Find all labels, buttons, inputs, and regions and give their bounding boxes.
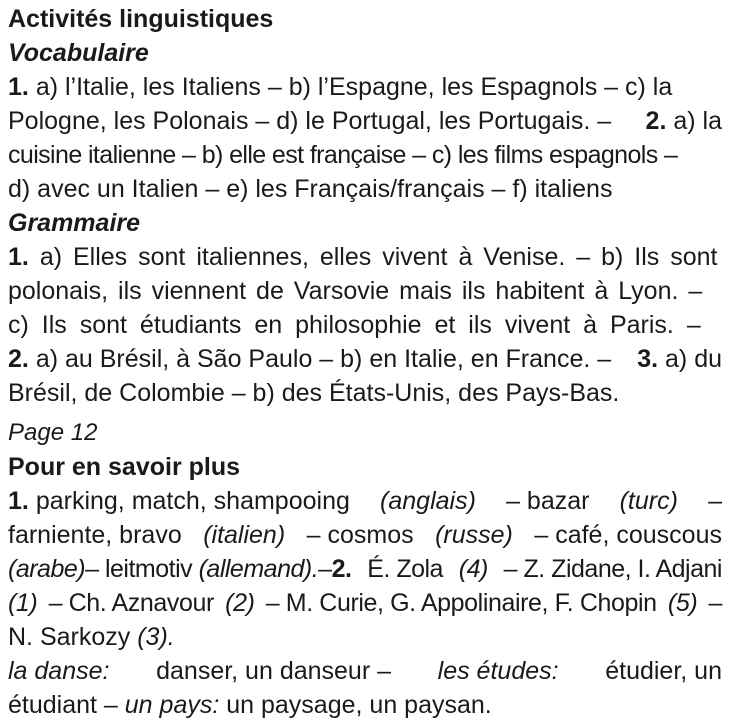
grammar-line-1: 1. a) Elles sont italiennes, elles vivent à Venise. – b) Ils sont	[8, 243, 718, 271]
text-run: Pologne, les Polonais – d) le Portugal, les Portugais. –	[8, 107, 612, 135]
text-run: 3. a) du	[637, 345, 722, 373]
subsection-title-vocabulaire: Vocabulaire	[8, 39, 149, 67]
subsection-title-grammaire: Grammaire	[8, 209, 141, 237]
pour-line-2: farniente, bravo (italien) – cosmos (russe) – café, couscous	[8, 521, 722, 549]
item-number: 1. a) l’Italie, les Italiens – b) l’Espagne, les Espagnols – c) la	[8, 73, 673, 101]
grammar-line-4	[8, 342, 722, 376]
grammar-line-2: polonais, ils viennent de Varsovie mais ils habitent à Lyon. –	[8, 277, 703, 305]
pour-line-4: (1) – Ch. Aznavour (2) – M. Curie, G. Appolinaire, F. Chopin (5) –	[8, 589, 722, 617]
pour-line-5: N. Sarkozy (3).	[8, 623, 175, 651]
pour-line-6: la danse: danser, un danseur – les études: étudier, un	[8, 657, 722, 685]
pour-line-1: 1. parking, match, shampooing (anglais) – bazar (turc) –	[8, 487, 722, 515]
section-title-pour: Pour en savoir plus	[8, 453, 241, 481]
section-title-activites: Activités linguistiques	[8, 5, 274, 33]
page-label: Page 12	[8, 419, 98, 446]
text-run: 2. a) au Brésil, à São Paulo – b) en Italie, en France. –	[8, 345, 612, 373]
grammar-line-3: c) Ils sont étudiants en philosophie et ils vivent à Paris. –	[8, 311, 701, 339]
vocab-line-4: d) avec un Italien – e) les Français/français – f) italiens	[8, 175, 613, 203]
document-page	[8, 2, 722, 722]
vocab-line-1	[8, 70, 722, 104]
vocab-line-3: cuisine italienne – b) elle est française – c) les films espagnols –	[8, 141, 678, 169]
pour-line-3: (arabe)– leitmotiv (allemand).–2. É. Zola (4) – Z. Zidane, I. Adjani	[8, 555, 722, 583]
text-run: 2. a) la	[645, 107, 722, 135]
pour-line-7: étudiant – un pays: un paysage, un paysan.	[8, 691, 492, 719]
grammar-line-5: Brésil, de Colombie – b) des États-Unis, des Pays-Bas.	[8, 379, 620, 407]
vocab-line-2	[8, 104, 722, 138]
